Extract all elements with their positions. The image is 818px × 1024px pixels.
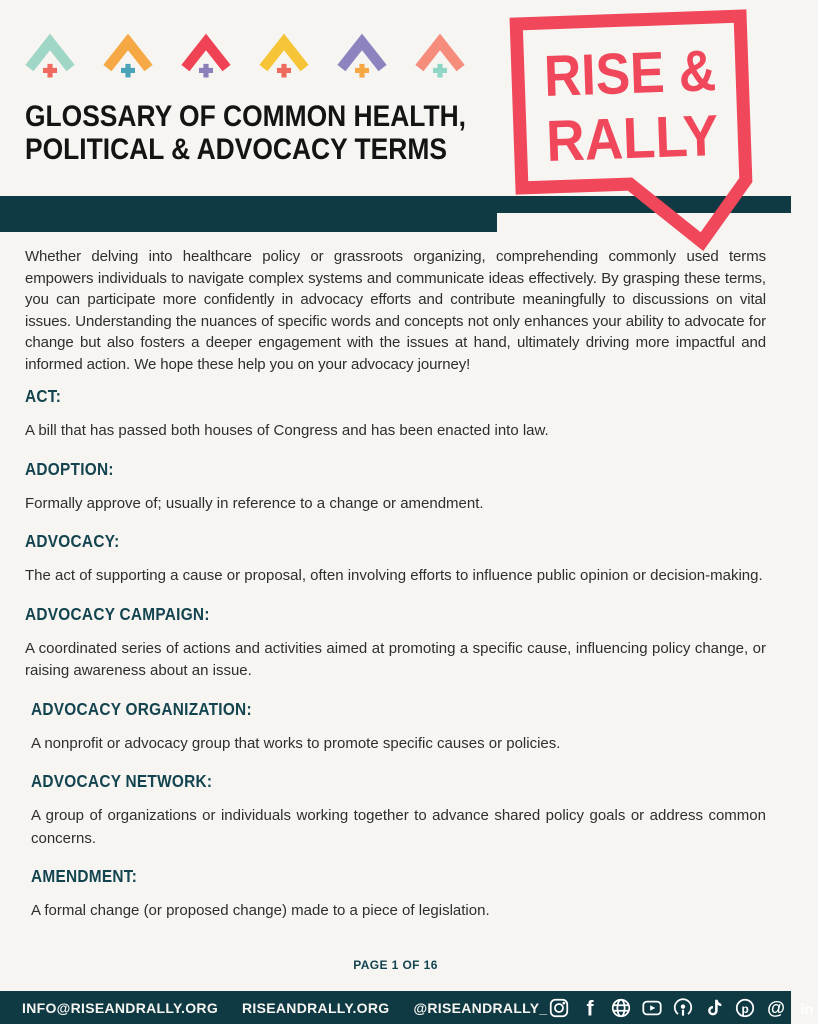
svg-text:RISE &: RISE & xyxy=(542,37,739,110)
chevron-plus-icon xyxy=(256,26,312,84)
footer-bar xyxy=(0,991,814,1024)
footer-links xyxy=(22,1000,547,1016)
term-block xyxy=(25,531,766,588)
term-heading: ADVOCACY: xyxy=(25,531,120,551)
facebook-icon[interactable] xyxy=(578,996,601,1019)
tiktok-icon[interactable] xyxy=(702,996,725,1019)
term-block xyxy=(25,386,766,443)
terms-list xyxy=(25,386,766,939)
intro-paragraph: Whether delving into healthcare policy or grassroots organizing, comprehending commonly used terms empowers individuals to navigate complex systems and communicate ideas effectively. By grasping these terms, you can participate more confidently in advocacy efforts and contribute meaningfully to discussions on vital issues. Understanding the nuances of specific words and concepts not only enhances your ability to advocate for change but also fosters a deeper engagement with the issues at hand, ultimately driving more impactful and informed action. We hope these help you on your advocacy journey! xyxy=(25,248,766,373)
page-number: PAGE 1 OF 16 xyxy=(353,958,438,972)
threads-icon[interactable] xyxy=(764,996,787,1019)
speech-bubble-icon xyxy=(502,2,763,259)
rise-and-rally-logo xyxy=(502,2,763,259)
chevron-plus-icon xyxy=(334,26,390,84)
term-definition: Formally approve of; usually in reference to a change or amendment. xyxy=(25,494,484,512)
term-block xyxy=(25,459,766,516)
svg-text:@: @ xyxy=(767,996,785,1018)
page-title-line2: POLITICAL & ADVOCACY TERMS xyxy=(25,133,447,166)
chevron-plus-icon xyxy=(22,26,78,84)
term-definition: A bill that has passed both houses of Congress and has been enacted into law. xyxy=(25,422,549,439)
footer-email-link[interactable]: INFO@RISEANDRALLY.ORG xyxy=(22,999,219,1016)
chevron-row xyxy=(22,26,468,84)
term-heading: ADVOCACY NETWORK: xyxy=(31,771,213,791)
chevron-plus-icon xyxy=(412,26,468,84)
svg-text:p: p xyxy=(741,1001,749,1016)
term-heading: ADVOCACY CAMPAIGN: xyxy=(25,603,210,624)
page-title xyxy=(25,100,466,166)
footer-website-link[interactable]: RISEANDRALLY.ORG xyxy=(242,999,390,1016)
term-heading: ADOPTION: xyxy=(25,458,114,479)
svg-text:in: in xyxy=(800,1001,814,1018)
social-icons xyxy=(547,996,818,1019)
term-block xyxy=(25,866,766,923)
term-heading: ADVOCACY ORGANIZATION: xyxy=(31,698,252,719)
term-block xyxy=(25,699,766,756)
page-title-line1: GLOSSARY OF COMMON HEALTH, xyxy=(25,100,466,133)
footer-social-handle[interactable]: @RISEANDRALLY_ xyxy=(413,999,548,1016)
youtube-icon[interactable] xyxy=(640,996,663,1019)
podcast-icon[interactable] xyxy=(671,996,694,1019)
instagram-icon[interactable] xyxy=(547,996,570,1019)
term-heading: AMENDMENT: xyxy=(31,866,138,886)
globe-icon[interactable] xyxy=(609,996,632,1019)
svg-text:RALLY: RALLY xyxy=(545,102,736,174)
chevron-plus-icon xyxy=(178,26,234,84)
term-definition: A nonprofit or advocacy group that works to promote specific causes or policies. xyxy=(31,734,561,752)
chevron-plus-icon xyxy=(100,26,156,84)
svg-text:f: f xyxy=(586,996,594,1020)
term-block xyxy=(25,771,766,850)
pinterest-icon[interactable] xyxy=(733,996,756,1019)
term-block xyxy=(25,604,766,683)
linkedin-icon[interactable] xyxy=(795,996,818,1019)
term-heading: ACT: xyxy=(25,386,62,406)
term-definition: The act of supporting a cause or proposal, often involving efforts to influence public opinion or decision-making. xyxy=(25,567,763,584)
term-definition: A coordinated series of actions and activities aimed at promoting a specific cause, influencing policy change, or raising awareness about an issue. xyxy=(25,639,766,679)
term-definition: A group of organizations or individuals working together to advance shared policy goals or address common concerns. xyxy=(31,807,766,847)
teal-band-left xyxy=(0,196,497,232)
term-definition: A formal change (or proposed change) made to a piece of legislation. xyxy=(31,902,490,919)
